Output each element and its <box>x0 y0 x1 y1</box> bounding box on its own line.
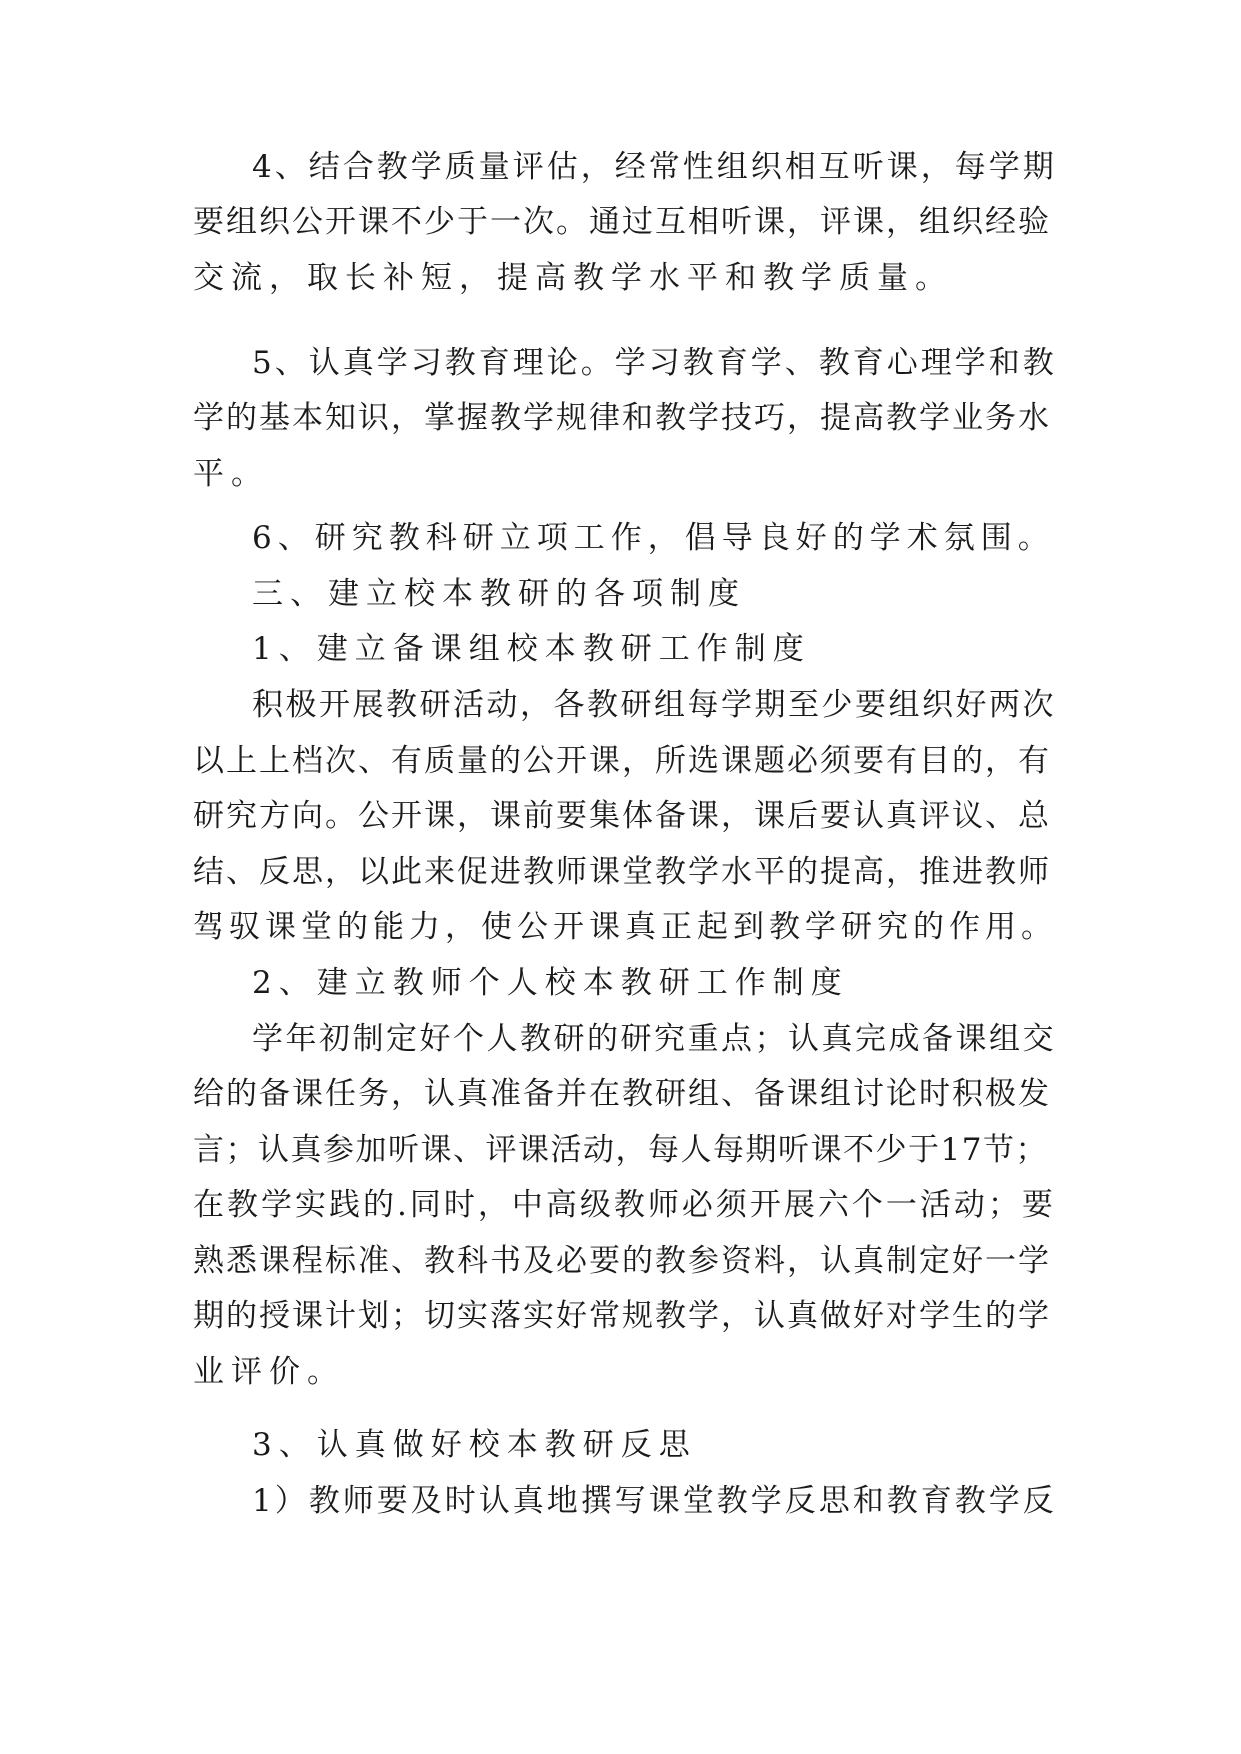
text-line: 学年初制定好个人教研的研究重点；认真完成备课组交 <box>252 1021 1056 1057</box>
subsection-heading: 2、建立教师个人校本教研工作制度 <box>252 965 849 1001</box>
text-line: 要组织公开课不少于一次。通过互相听课，评课，组织经验 <box>193 204 1051 240</box>
text-line: 6、研究教科研立项工作，倡导良好的学术氛围。 <box>252 520 1055 556</box>
text-line: 结、反思，以此来促进教师课堂教学水平的提高，推进教师 <box>193 854 1051 890</box>
text-line: 驾驭课堂的能力，使公开课真正起到教学研究的作用。 <box>193 909 1057 945</box>
text-line: 以上上档次、有质量的公开课，所选课题必须要有目的，有 <box>193 743 1051 779</box>
text-line: 学的基本知识，掌握教学规律和教学技巧，提高教学业务水 <box>193 400 1051 436</box>
text-line: 4、结合教学质量评估，经常性组织相互听课，每学期 <box>252 149 1057 185</box>
text-line: 给的备课任务，认真准备并在教研组、备课组讨论时积极发 <box>193 1076 1051 1112</box>
subsection-heading: 3、认真做好校本教研反思 <box>252 1427 697 1463</box>
text-line: 1）教师要及时认真地撰写课堂教学反思和教育教学反 <box>252 1483 1057 1519</box>
section-heading: 三、建立校本教研的各项制度 <box>252 576 746 612</box>
text-line: 研究方向。公开课，课前要集体备课，课后要认真评议、总 <box>193 798 1051 834</box>
text-line: 在教学实践的.同时，中高级教师必须开展六个一活动；要 <box>193 1187 1056 1223</box>
subsection-heading: 1、建立备课组校本教研工作制度 <box>252 631 811 667</box>
text-line: 言；认真参加听课、评课活动，每人每期听课不少于17节； <box>193 1132 1048 1168</box>
text-line: 5、认真学习教育理论。学习教育学、教育心理学和教 <box>252 345 1057 381</box>
text-line: 积极开展教研活动，各教研组每学期至少要组织好两次 <box>252 687 1056 723</box>
text-line: 熟悉课程标准、教科书及必要的教参资料，认真制定好一学 <box>193 1243 1051 1279</box>
text-line: 交流，取长补短，提高教学水平和教学质量。 <box>193 260 953 296</box>
text-line: 平。 <box>193 456 269 492</box>
text-line: 业评价。 <box>193 1354 345 1390</box>
text-line: 期的授课计划；切实落实好常规教学，认真做好对学生的学 <box>193 1298 1051 1334</box>
